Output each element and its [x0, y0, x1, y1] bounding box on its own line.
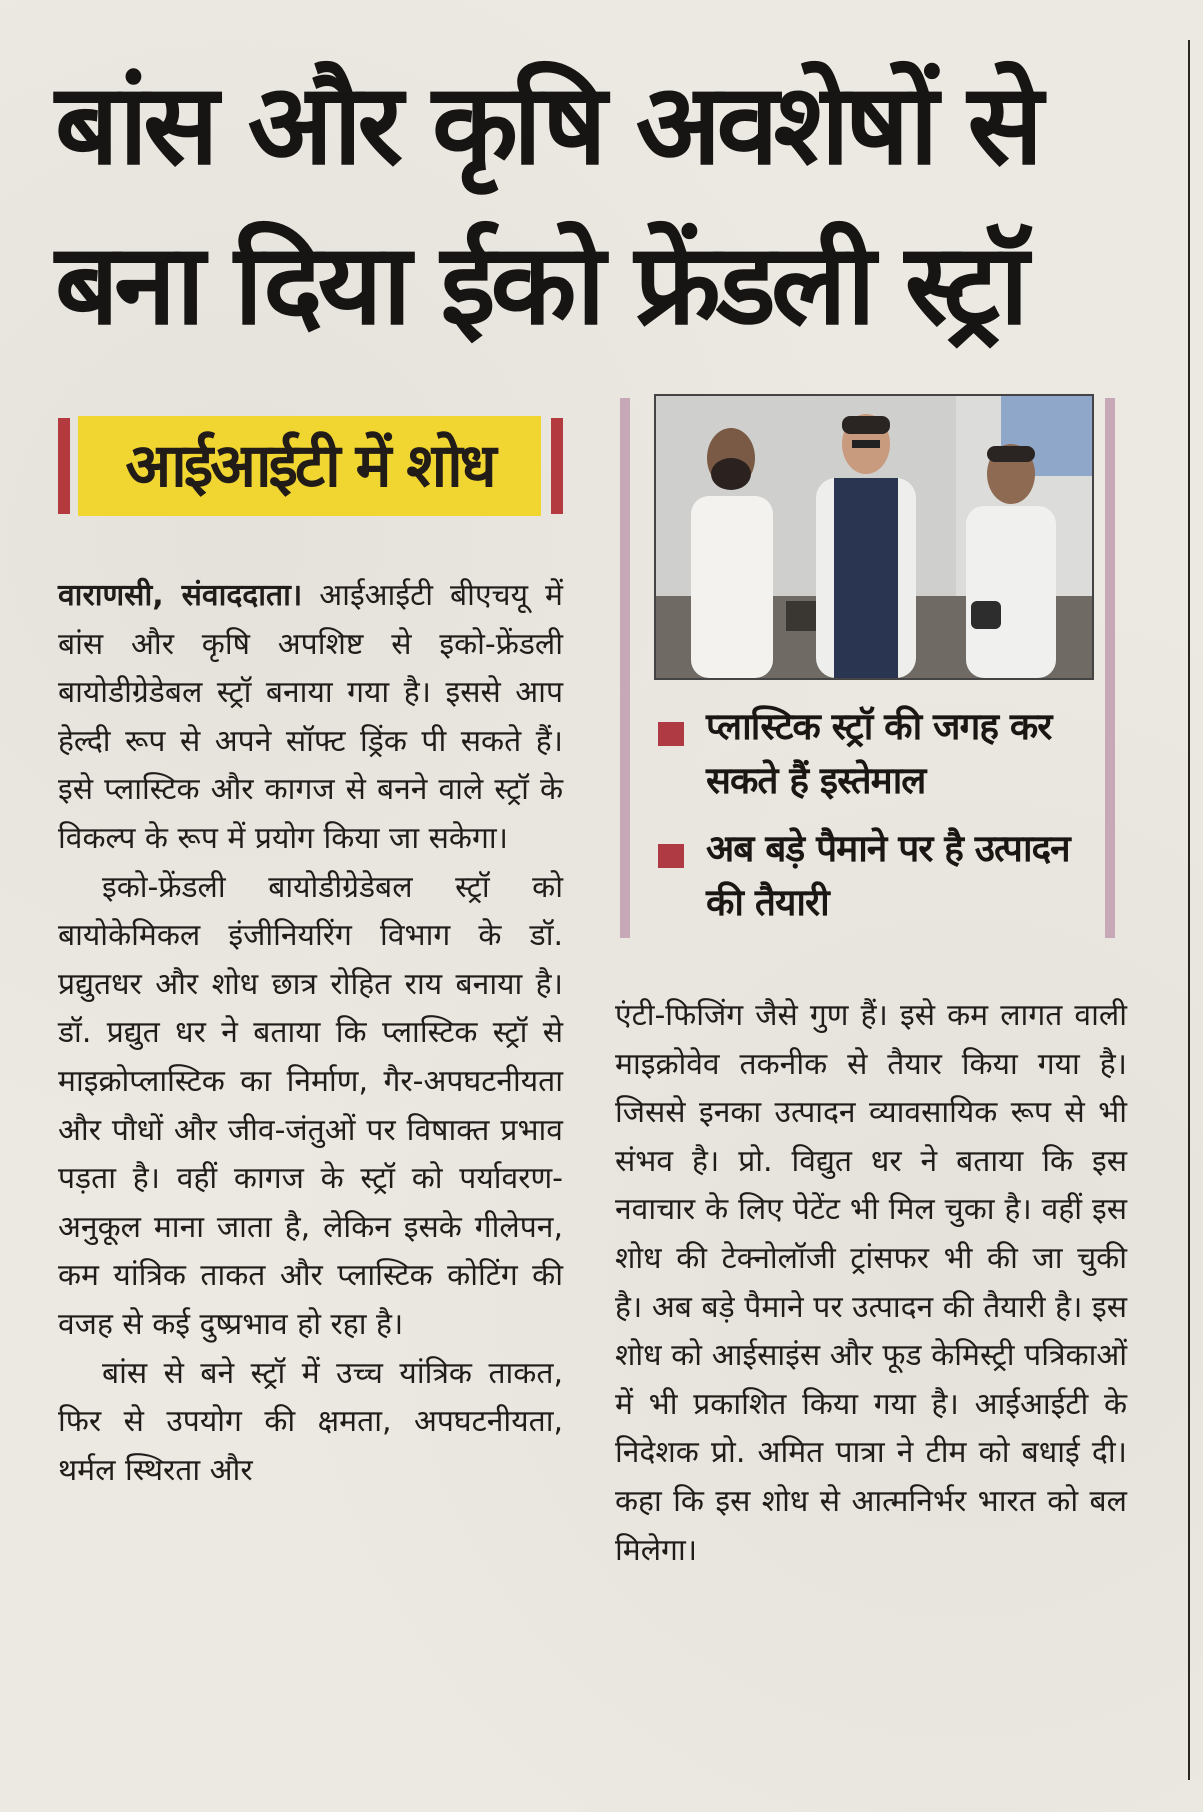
article-paragraph-4: एंटी-फिजिंग जैसे गुण हैं। इसे कम लागत वाली माइक्रोवेव तकनीक से तैयार किया गया है। जिससे इनका उत्पादन व्यावसायिक रूप से भी संभव है। प्रो. विद्युत धर ने बताया कि इस नवाचार के लिए पेटेंट भी मिल चुका है। वहीं इस शोध की टेक्नोलॉजी ट्रांसफर भी की जा चुकी है। अब बड़े पैमाने पर उत्पादन की तैयारी है। इस शोध को आईसाइंस और फूड केमिस्ट्री पत्रिकाओं में भी प्रकाशित किया गया है। आईआईटी के निदेशक प्रो. अमित पात्रा ने टीम को बधाई दी। कहा कि इस शोध से आत्मनिर्भर भारत को बल मिलेगा।: [615, 998, 1127, 1568]
article-paragraph-3: बांस से बने स्ट्रॉ में उच्च यांत्रिक ताकत, फिर से उपयोग की क्षमता, अपघटनीयता, थर्मल स्थिरता और: [58, 1355, 563, 1488]
article-paragraph-1-body: आईआईटी बीएचयू में बांस और कृषि अपशिष्ट से इको-फ्रेंडली बायोडीग्रेडेबल स्ट्रॉ बनाया गया है। इससे आप हेल्दी रूप से अपने सॉफ्ट ड्रिंक पी सकते हैं। इसे प्लास्टिक और कागज से बनने वाले स्ट्रॉ के विकल्प के रूप में प्रयोग किया जा सकेगा।: [58, 578, 563, 856]
bullet-square-icon: [658, 722, 684, 746]
kicker-label: आईआईटी में शोध: [78, 416, 541, 516]
highlight-item: [654, 822, 1084, 930]
photo-illustration: [656, 396, 1092, 678]
kicker-bar-left: [58, 418, 70, 514]
dateline: वाराणसी, संवाददाता।: [58, 578, 303, 613]
kicker-bar-right: [551, 418, 563, 514]
news-photo: [654, 394, 1094, 680]
headline-line-1: बांस और कृषि अवशेषों से: [55, 60, 1039, 190]
bullet-square-icon: [658, 844, 684, 868]
column-rule: [1188, 40, 1190, 1780]
highlights-list: [654, 700, 1084, 944]
headline-line-2: बना दिया ईको फ्रेंडली स्ट्रॉ: [55, 220, 1024, 350]
highlight-text: अब बड़े पैमाने पर है उत्पादन की तैयारी: [706, 827, 1070, 924]
article-column-left: [58, 572, 563, 1495]
kicker-box: [58, 412, 563, 520]
article-column-right: [615, 992, 1127, 1575]
highlight-item: [654, 700, 1084, 808]
article-paragraph-1: [58, 572, 563, 864]
article-paragraph-2: इको-फ्रेंडली बायोडीग्रेडेबल स्ट्रॉ को बायोकेमिकल इंजीनियरिंग विभाग के डॉ. प्रद्युतधर और शोध छात्र रोहित राय बनाया है। डॉ. प्रद्युत धर ने बताया कि प्लास्टिक स्ट्रॉ से माइक्रोप्लास्टिक का निर्माण, गैर-अपघटनीयता और पौधों और जीव-जंतुओं पर विषाक्त प्रभाव पड़ता है। वहीं कागज के स्ट्रॉ को पर्यावरण-अनुकूल माना जाता है, लेकिन इसके गीलेपन, कम यांत्रिक ताकत और प्लास्टिक कोटिंग की वजह से कई दुष्प्रभाव हो रहा है।: [58, 869, 563, 1342]
highlight-text: प्लास्टिक स्ट्रॉ की जगह कर सकते हैं इस्तेमाल: [706, 705, 1052, 802]
headline: [55, 45, 1115, 365]
